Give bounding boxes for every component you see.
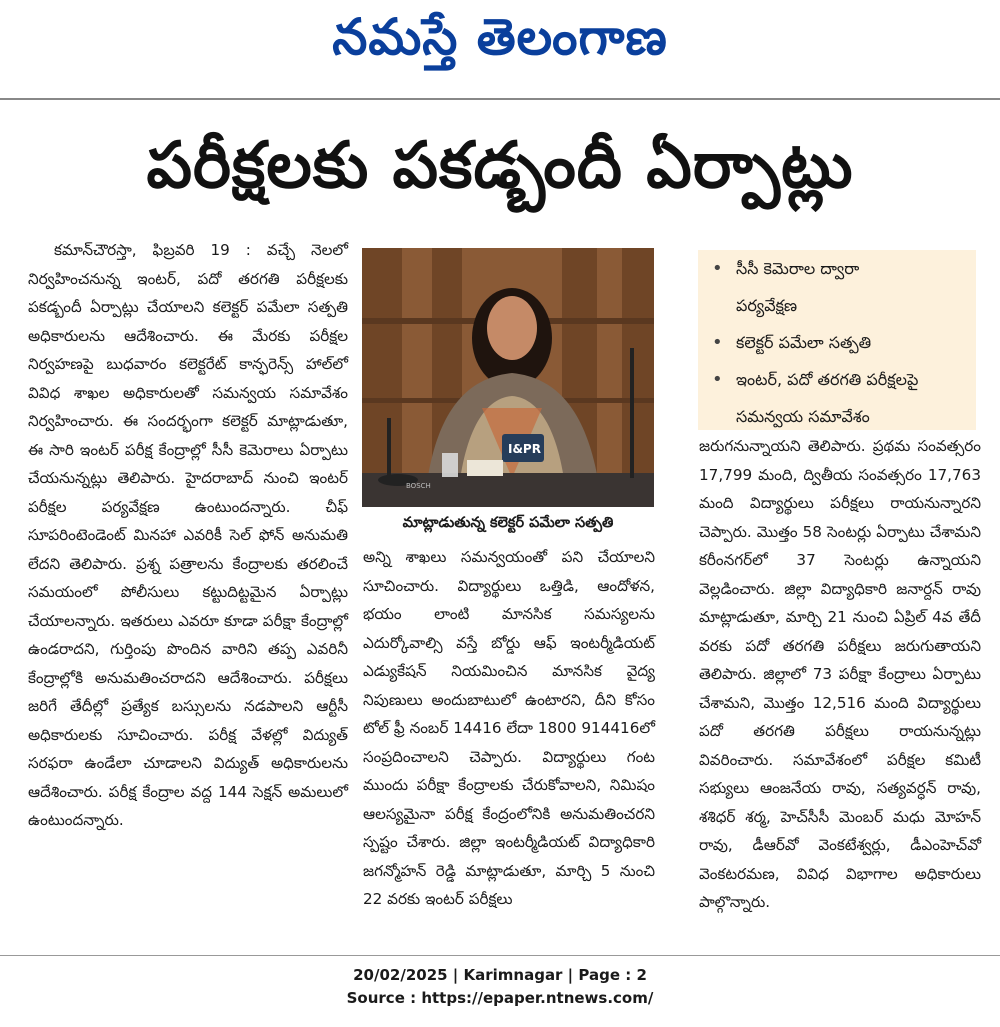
masthead-divider	[0, 98, 1000, 100]
footer-date-line: 20/02/2025 | Karimnagar | Page : 2	[353, 966, 647, 984]
masthead	[0, 0, 1000, 76]
article-text-col3: జరుగనున్నాయని తెలిపారు. ప్రథమ సంవత్సరం 17,799 మంది, ద్వితీయ సంవత్సరం 17,763 మంది విద్యార్థులు పరీక్షలు రాయనున్నారని చెప్పారు. మొత్తం 58 సెంటర్లు ఏర్పాటు చేశామని కరీంనగర్‌లో 37 సెంటర్లు ఉన్నాయని వెల్లడించారు. జిల్లా విద్యాధికారి జనార్దన్ రావు మాట్లాడుతూ, మార్చి 21 నుంచి ఏప్రిల్ 4వ తేదీ వరకు పదో తరగతి పరీక్షలు జరుగుతాయని తెలిపారు. జిల్లాలో 73 పరీక్షా కేంద్రాలు ఏర్పాటు చేశామని, మొత్తం 12,516 మంది విద్యార్థులు పదో తరగతి పరీక్షలు రాయనున్నట్లు వివరించారు. సమావేశంలో పరీక్షల కమిటీ సభ్యులు ఆంజనేయ రావు, సత్యవర్ధన్ రావు, శశిధర్ శర్మ, హెచ్‌సీసీ మెంబర్ మధు మోహన్ రావు, డీఆర్‌వో వెంకటేశ్వర్లు, డీఎంహెచ్‌వో వెంకటరమణ, వివిధ విభాగాల అధికారులు పాల్గొన్నారు.	[699, 437, 981, 911]
article-column-2	[363, 543, 655, 914]
article-text-col2: అన్ని శాఖలు సమన్వయంతో పని చేయాలని సూచించారు. విద్యార్థులు ఒత్తిడి, ఆందోళన, భయం లాంటి మానసిక సమస్యలను ఎదుర్కోవాల్సి వస్తే బోర్డు ఆఫ్ ఇంటర్మీడియట్ ఎడ్యుకేషన్ నియమించిన మానసిక వైద్య నిపుణులు అందుబాటులో ఉంటారని, దీని కోసం టోల్ ఫ్రీ నంబర్ 14416 లేదా 1800 914416లో సంప్రదించాలని చెప్పారు. విద్యార్థులు గంట ముందు పరీక్షా కేంద్రాలకు చేరుకోవాలని, నిమిషం ఆలస్యమైనా పరీక్ష కేంద్రంలోనికి అనుమతించరని స్పష్టం చేశారు. జిల్లా ఇంటర్మీడియట్ విద్యాధికారి జగన్మోహన్ రెడ్డి మాట్లాడుతూ, మార్చి 5 నుంచి 22 వరకు ఇంటర్ పరీక్షలు	[363, 548, 655, 908]
highlights-box	[698, 250, 976, 430]
highlight-item: • ఇంటర్, పదో తరగతి పరీక్షలపై	[698, 361, 976, 398]
highlight-item: • కలెక్టర్ పమేలా సత్పతి	[698, 324, 976, 361]
bullet-icon: •	[712, 369, 723, 390]
bullet-icon: •	[712, 332, 723, 353]
highlight-item: పర్యవేక్షణ	[736, 296, 798, 315]
bullet-icon: •	[712, 258, 723, 279]
highlight-item: సమన్వయ సమావేశం	[736, 407, 870, 426]
highlight-item: • సీసీ కెమెరాల ద్వారా	[698, 250, 976, 287]
article-column-3	[699, 432, 981, 917]
footer-divider	[0, 955, 1000, 956]
footer-source-line: Source : https://epaper.ntnews.com/	[346, 989, 654, 1007]
article-column-1	[28, 236, 348, 835]
ipr-badge: I&PR	[508, 442, 541, 456]
article-text-col1: కమాన్‌చౌరస్తా, ఫిబ్రవరి 19 : వచ్చే నెలలో నిర్వహించనున్న ఇంటర్, పదో తరగతి పరీక్షలకు పకడ్బందీ ఏర్పాట్లు చేయాలని కలెక్టర్ పమేలా సత్పతి అధికారులను ఆదేశించారు. ఈ మేరకు పరీక్షల నిర్వహణపై బుధవారం కలెక్టరేట్ కాన్ఫరెన్స్ హాల్‌లో వివిధ శాఖల అధికారులతో సమన్వయ సమావేశం నిర్వహించారు. ఈ సందర్భంగా కలెక్టర్ మాట్లాడుతూ, ఈ సారి ఇంటర్ పరీక్ష కేంద్రాల్లో సీసీ కెమెరాలు ఏర్పాటు చేయనున్నట్లు తెలిపారు. హైదరాబాద్ నుంచి ఇంటర్ పరీక్షల పర్యవేక్షణ ఉంటుందన్నారు. చీఫ్ సూపరింటెండెంట్ మినహా ఎవరికీ సెల్ ఫోన్ అనుమతి లేదని తెలిపారు. ప్రశ్న పత్రాలను కేంద్రాలకు తరలించే సమయంలో పోలీసులు కట్టుదిట్టమైన ఏర్పాట్లు చేయాలన్నారు. ఇతరులు ఎవరూ కూడా పరీక్షా కేంద్రాల్లో ఉండరాదని, గుర్తింపు పొందిన వారిని తప్ప ఎవరినీ కేంద్రాల్లోకి అనుమతించరాదని ఆదేశించారు. పరీక్షలు జరిగే తేదీల్లో ప్రత్యేక బస్సులను నడపాలని ఆర్టీసీ అధికారులకు సూచించారు. పరీక్ష వేళల్లో విద్యుత్ సరఫరా ఉండేలా చూడాలని విద్యుత్ అధికారులను ఆదేశించారు. పరీక్ష కేంద్రాల వద్ద 144 సెక్షన్ అమలులో ఉంటుందన్నారు.	[28, 241, 348, 829]
headline: పరీక్షలకు పకడ్బందీ ఏర్పాట్లు	[146, 129, 854, 203]
mic-brand: BOSCH	[406, 482, 431, 490]
photo-caption: మాట్లాడుతున్న కలెక్టర్ పమేలా సత్పతి	[402, 515, 614, 531]
collector-photo	[362, 248, 654, 507]
newspaper-logo: నమస్తే తెలంగాణ	[332, 7, 668, 66]
